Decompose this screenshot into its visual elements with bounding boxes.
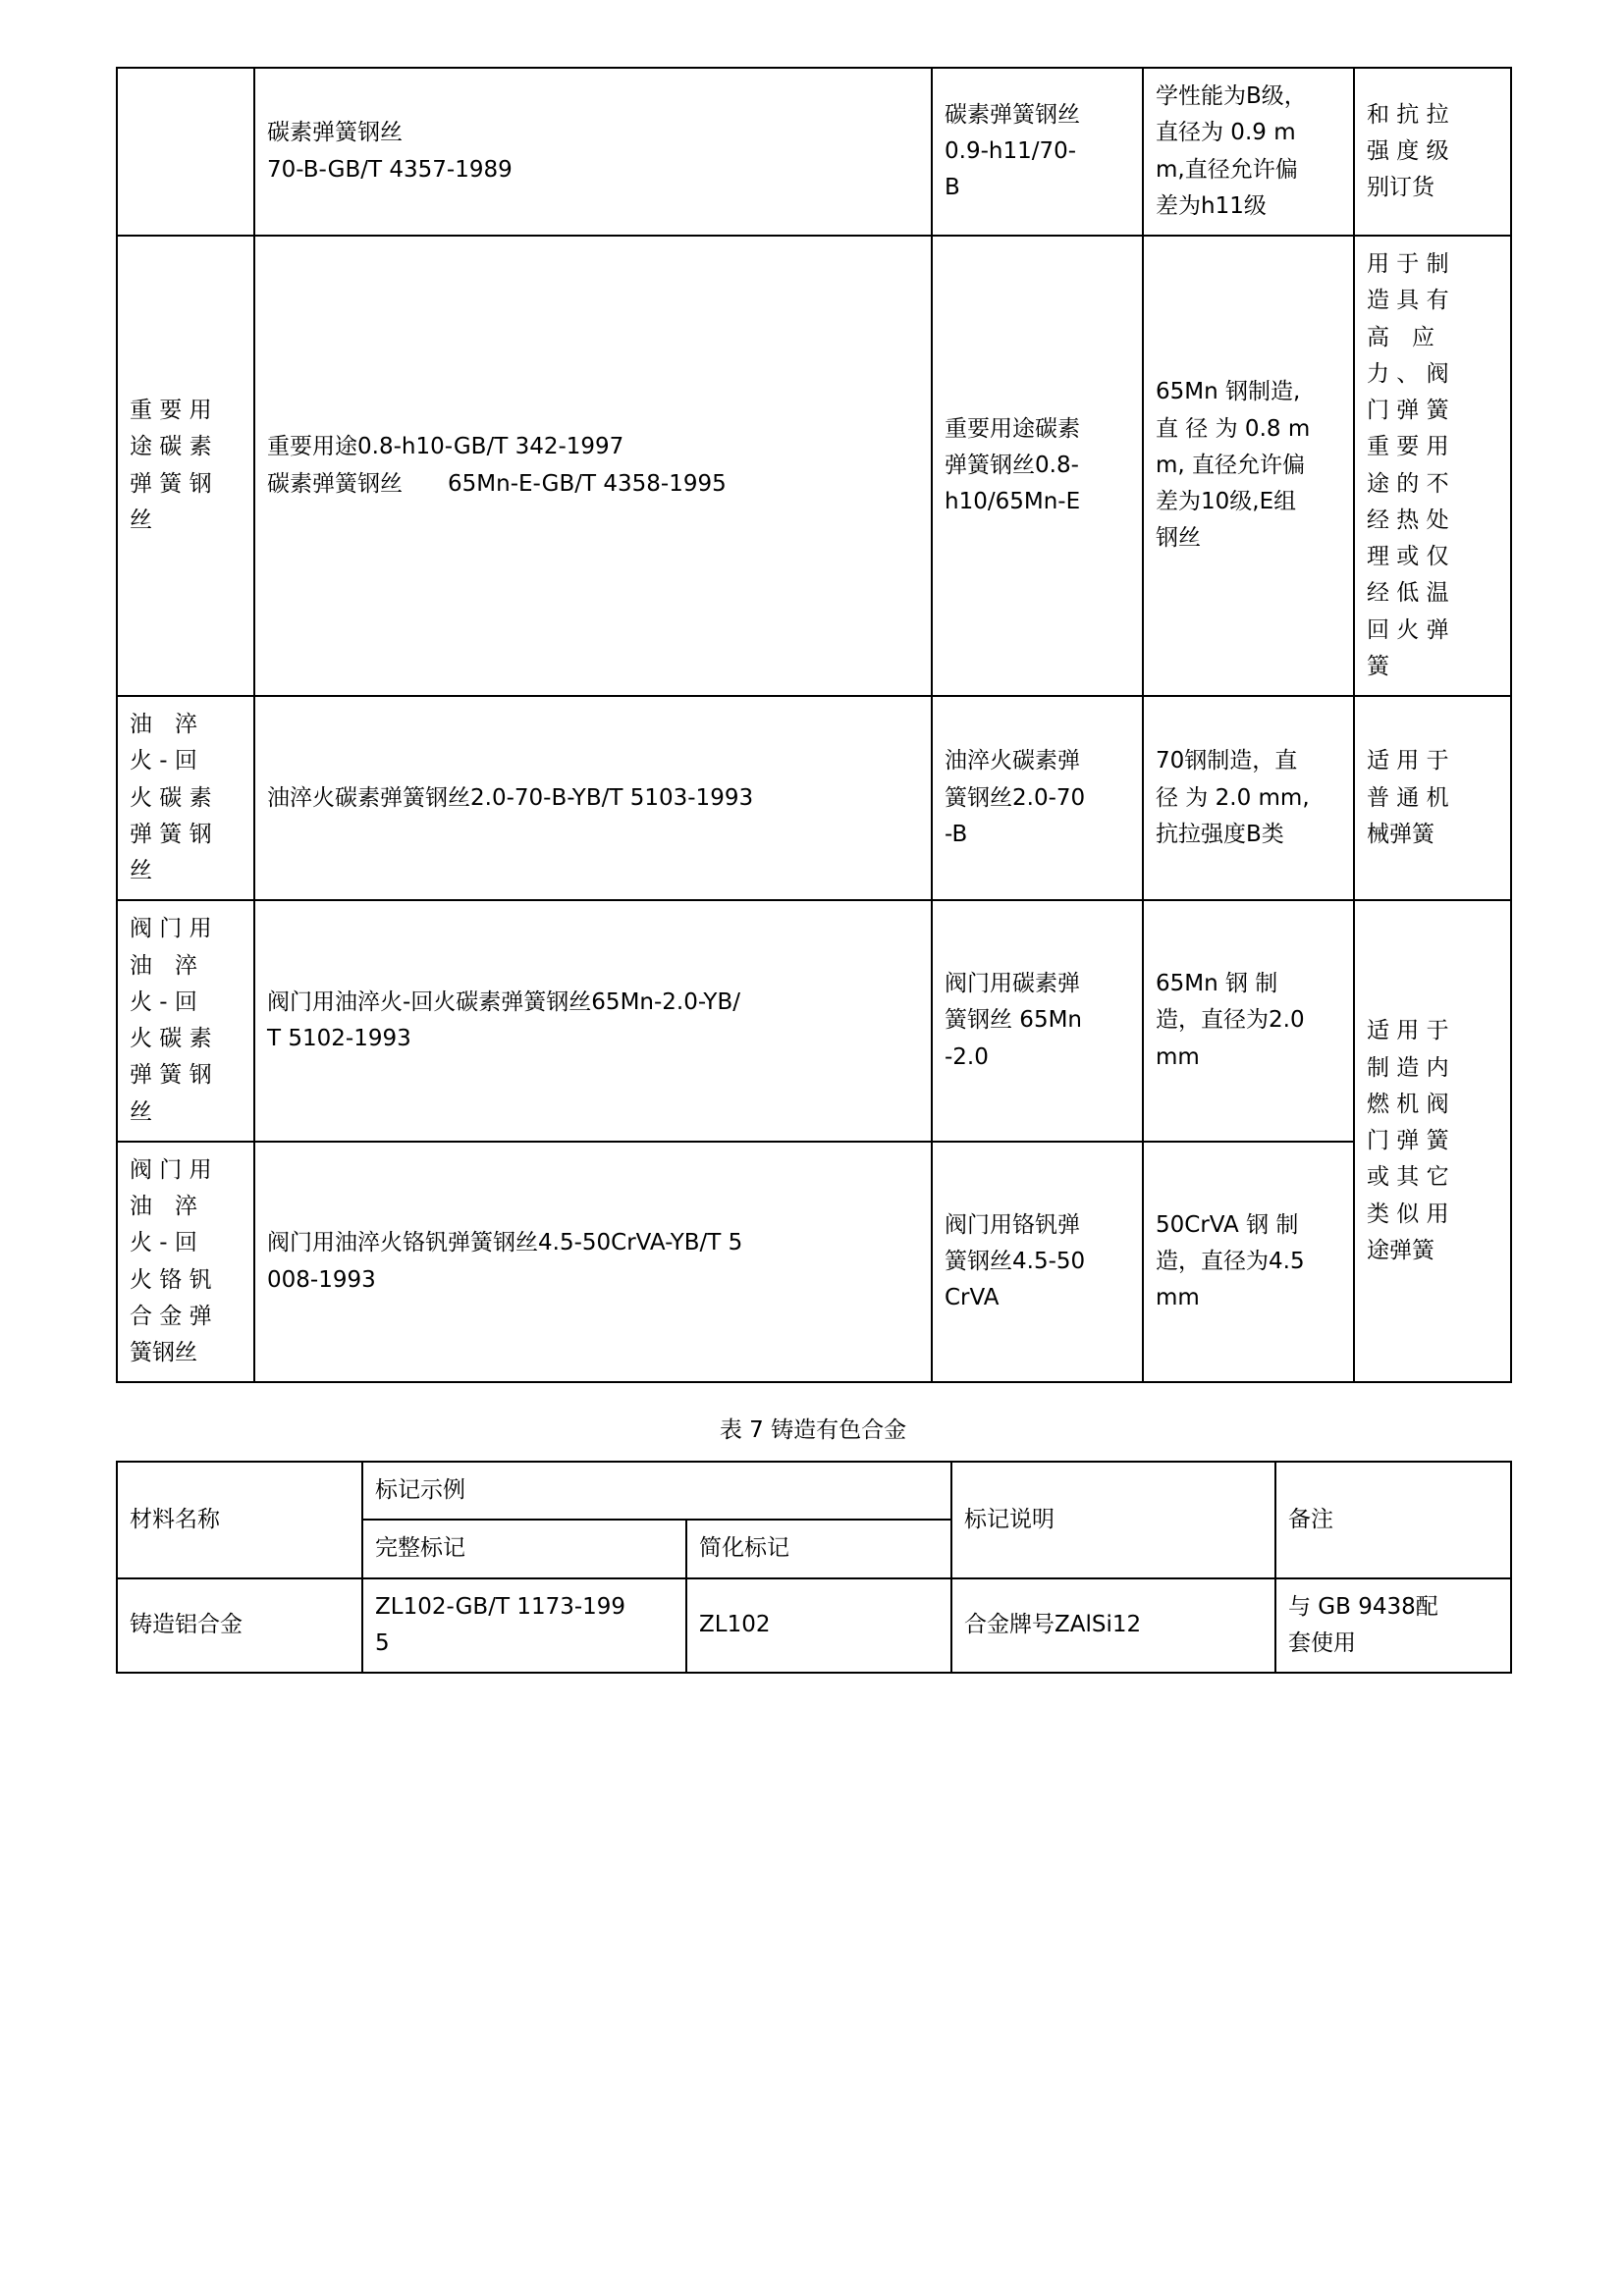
cell-description [1143, 236, 1354, 696]
text-line: 经 低 温 [1367, 580, 1449, 607]
cell-description [1143, 68, 1354, 236]
text-line: 油 淬 [130, 1194, 197, 1219]
text-line: 70-B-GB/T 4357-1989 [267, 156, 513, 183]
text-line: 直径为 0.9 m [1156, 120, 1296, 146]
text-line: 火 - 回 [130, 1230, 197, 1256]
table-row [117, 696, 1511, 900]
cell-simple-mark [932, 68, 1143, 236]
text-line: m, 直径允许偏 [1156, 452, 1306, 478]
text-line: 套使用 [1288, 1629, 1356, 1656]
text-line: 用 于 制 [1367, 251, 1449, 277]
text-line: 火 - 回 [130, 748, 197, 774]
text-line: m,直径允许偏 [1156, 156, 1298, 183]
text-line: 差为10级,E组 [1156, 489, 1297, 515]
text-line: 或 其 它 [1367, 1164, 1449, 1191]
table-row [117, 68, 1511, 236]
text-line: 丝 [130, 507, 152, 533]
text-line: 5 [375, 1629, 390, 1656]
text-line: 强 度 级 [1367, 137, 1449, 164]
table-row [117, 1578, 1511, 1674]
table-header-row [117, 1462, 1511, 1520]
header-simple-mark: 简化标记 [686, 1520, 951, 1577]
text-line: 重要用途碳素 [945, 415, 1080, 442]
text-line: 抗拉强度B类 [1156, 821, 1284, 847]
header-material-name: 材料名称 [117, 1462, 362, 1578]
text-line: 火 - 回 [130, 988, 197, 1015]
text-line: CrVA [945, 1285, 1000, 1311]
text-line: 门 弹 簧 [1367, 398, 1449, 423]
cell-material-name: 铸造铝合金 [117, 1578, 362, 1674]
cell-full-mark [254, 696, 932, 900]
table-row [117, 1142, 1511, 1383]
text-line: 火 碳 素 [130, 784, 212, 811]
text-line: 火 碳 素 [130, 1026, 212, 1051]
header-full-mark: 完整标记 [362, 1520, 686, 1577]
document-body [116, 67, 1510, 1674]
cell-full-mark [254, 68, 932, 236]
cell-simple-mark [686, 1578, 951, 1674]
text-line: -2.0 [945, 1043, 989, 1070]
text-line: 弹 簧 钢 [130, 821, 212, 847]
text-line: 008-1993 [267, 1266, 376, 1293]
text-line: 丝 [130, 858, 152, 883]
cell-remark [1275, 1578, 1511, 1674]
text-line: 火 铬 钒 [130, 1266, 212, 1293]
header-remark: 备注 [1275, 1462, 1511, 1578]
text-line: 簧钢丝 [130, 1340, 197, 1365]
text-line: 阀门用碳素弹 [945, 971, 1080, 997]
text-line: mm [1156, 1285, 1200, 1311]
text-line: 65Mn 钢 制 [1156, 971, 1278, 997]
text-line: 丝 [130, 1098, 152, 1125]
text-line: 弹 簧 钢 [130, 470, 212, 497]
text-line: 70钢制造，直 [1156, 748, 1298, 774]
table7-caption: 表 7 铸造有色合金 [719, 1417, 907, 1444]
text-line: 油 淬 [130, 712, 197, 737]
text-line: 造，直径为2.0 [1156, 1007, 1305, 1034]
text-line: T 5102-1993 [267, 1026, 411, 1051]
text-line: 簧钢丝 65Mn [945, 1007, 1082, 1034]
cell-remark [1354, 68, 1511, 236]
cell-full-mark [254, 236, 932, 696]
text-line: 阀 门 用 [130, 1156, 212, 1183]
text-line: 和 抗 拉 [1367, 101, 1449, 128]
text-line: 径 为 2.0 mm, [1156, 784, 1310, 811]
text-line: 途 的 不 [1367, 470, 1449, 497]
text-line: 钢丝 [1156, 525, 1201, 552]
text-line: 门 弹 簧 [1367, 1128, 1449, 1154]
cell-remark [1354, 900, 1511, 1382]
cell-remark [1354, 696, 1511, 900]
text-line: 碳素弹簧钢丝 [267, 120, 403, 146]
text-line: 阀门用油淬火-回火碳素弹簧钢丝65Mn-2.0-YB/ [267, 988, 741, 1015]
text-line: 合 金 弹 [130, 1303, 212, 1329]
text-line: 直 径 为 0.8 m [1156, 415, 1311, 442]
cell-remark [1354, 236, 1511, 696]
text-line: 簧钢丝2.0-70 [945, 784, 1086, 811]
text-line: 弹 簧 钢 [130, 1062, 212, 1089]
text-line: 合金牌号ZAlSi12 [964, 1612, 1142, 1638]
text-line: 制 造 内 [1367, 1054, 1449, 1081]
cell-material-name [117, 1142, 254, 1383]
text-line: 阀门用铬钒弹 [945, 1211, 1080, 1238]
text-line: 油淬火碳素弹 [945, 748, 1080, 774]
cell-full-mark [254, 900, 932, 1142]
text-line: 重要用途0.8-h10-GB/T 342-1997 [267, 434, 624, 460]
cell-simple-mark [932, 236, 1143, 696]
text-line: 类 似 用 [1367, 1201, 1449, 1227]
text-line: B [945, 175, 960, 201]
text-line: 途弹簧 [1367, 1237, 1434, 1263]
cell-description [1143, 1142, 1354, 1383]
table-spring-steel-wire [116, 67, 1512, 1383]
text-line: 理 或 仅 [1367, 544, 1449, 569]
text-line: 差为h11级 [1156, 192, 1267, 219]
table-row [117, 900, 1511, 1142]
cell-description [1143, 696, 1354, 900]
table-cast-nonferrous-alloy [116, 1461, 1512, 1674]
cell-material-name [117, 900, 254, 1142]
text-line: 油淬火碳素弹簧钢丝2.0-70-B-YB/T 5103-1993 [267, 784, 754, 811]
text-line: 学性能为B级， [1156, 83, 1307, 109]
text-line: 重 要 用 [130, 398, 212, 423]
text-line: 途 碳 素 [130, 434, 212, 460]
text-line: 碳素弹簧钢丝 65Mn-E-GB/T 4358-1995 [267, 470, 727, 497]
text-line: 普 通 机 [1367, 784, 1449, 811]
cell-description [951, 1578, 1275, 1674]
header-mark-example: 标记示例 [362, 1462, 951, 1520]
text-line: 油 淬 [130, 952, 197, 979]
text-line: 高 应 [1367, 324, 1434, 350]
text-line: 0.9-h11/70- [945, 137, 1077, 164]
text-line: 别订货 [1367, 175, 1434, 201]
text-line: h10/65Mn-E [945, 489, 1081, 515]
cell-full-mark [362, 1578, 686, 1674]
cell-simple-mark [932, 696, 1143, 900]
header-mark-description: 标记说明 [951, 1462, 1275, 1578]
text-line: 造，直径为4.5 [1156, 1248, 1305, 1274]
cell-material-name [117, 68, 254, 236]
text-line: mm [1156, 1043, 1200, 1070]
text-line: 簧钢丝4.5-50 [945, 1248, 1086, 1274]
text-line: 适 用 于 [1367, 1018, 1449, 1044]
text-line: 碳素弹簧钢丝 [945, 101, 1080, 128]
text-line: 经 热 处 [1367, 507, 1449, 533]
cell-simple-mark [932, 900, 1143, 1142]
text-line: -B [945, 821, 968, 847]
text-line: 阀 门 用 [130, 916, 212, 942]
text-line: 重 要 用 [1367, 434, 1449, 460]
text-line: 适 用 于 [1367, 748, 1449, 774]
text-line: 50CrVA 钢 制 [1156, 1211, 1299, 1238]
text-line: 回 火 弹 [1367, 616, 1449, 643]
text-line: 65Mn 钢制造, [1156, 379, 1301, 405]
text-line: ZL102 [699, 1612, 771, 1638]
cell-full-mark [254, 1142, 932, 1383]
text-line: 造 具 有 [1367, 288, 1449, 314]
text-line: 弹簧钢丝0.8- [945, 452, 1079, 478]
text-line: 力 、 阀 [1367, 360, 1449, 387]
text-line: 械弹簧 [1367, 821, 1434, 847]
text-line: 与 GB 9438配 [1288, 1593, 1438, 1620]
table-row [117, 236, 1511, 696]
cell-description [1143, 900, 1354, 1142]
text-line: ZL102-GB/T 1173-199 [375, 1593, 626, 1620]
text-line: 簧 [1367, 653, 1389, 679]
text-line: 燃 机 阀 [1367, 1091, 1449, 1117]
cell-material-name [117, 236, 254, 696]
cell-material-name [117, 696, 254, 900]
cell-simple-mark [932, 1142, 1143, 1383]
text-line: 阀门用油淬火铬钒弹簧钢丝4.5-50CrVA-YB/T 5 [267, 1230, 743, 1256]
